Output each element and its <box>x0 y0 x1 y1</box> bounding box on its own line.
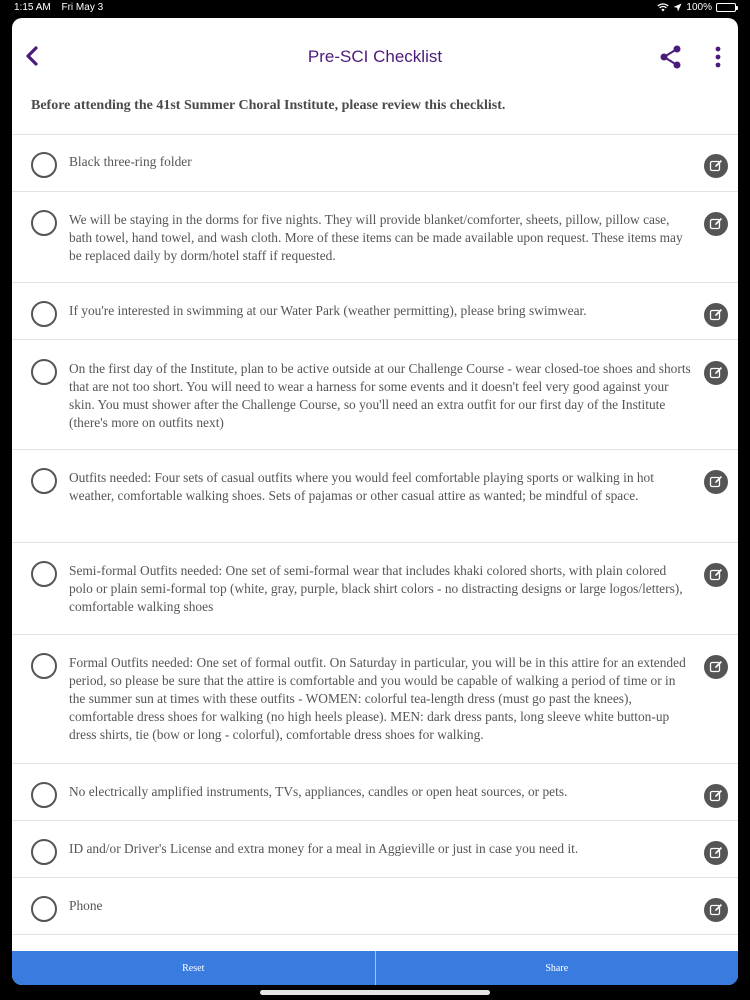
checklist-item-text: ID and/or Driver's License and extra money for a meal in Aggieville or just in case you need it. <box>69 841 579 856</box>
checklist-item-text: On the first day of the Institute, plan to be active outside at our Challenge Course - wear closed-toe shoes and shorts that are not too short. You will need to wear a harness for some events and it doesn't feel very good against your skin. You must shower after the Challenge Course, so you'll need an extra outfit for our first day of the Institute (there's more on outfits next) <box>69 361 691 430</box>
checklist-item <box>12 135 738 192</box>
checklist-item-text: Outfits needed: Four sets of casual outfits where you would feel comfortable playing sports or walking in hot weather, comfortable walking shoes. Sets of pajamas or other casual attire as wanted; be mindful of space. <box>69 470 654 503</box>
checklist-checkbox[interactable] <box>31 210 57 236</box>
checklist-item <box>12 635 738 764</box>
checklist-item-text: No electrically amplified instruments, TVs, appliances, candles or open heat sources, or pets. <box>69 784 568 799</box>
edit-item-button[interactable] <box>704 303 728 327</box>
edit-item-button[interactable] <box>704 361 728 385</box>
edit-item-button[interactable] <box>704 154 728 178</box>
checklist-item-text: Phone <box>69 898 103 913</box>
checklist-item <box>12 340 738 450</box>
edit-item-button[interactable] <box>704 563 728 587</box>
checklist-checkbox[interactable] <box>31 152 57 178</box>
edit-icon <box>709 475 723 489</box>
edit-icon <box>709 308 723 322</box>
battery-percent: 100% <box>686 2 712 13</box>
status-left <box>14 2 103 13</box>
edit-icon <box>709 366 723 380</box>
reset-button[interactable]: Reset <box>182 962 205 974</box>
checklist-item-text: Black three-ring folder <box>69 154 192 169</box>
checklist-checkbox[interactable] <box>31 782 57 808</box>
edit-item-button[interactable] <box>704 898 728 922</box>
edit-item-button[interactable] <box>704 655 728 679</box>
header <box>12 18 738 96</box>
status-date: Fri May 3 <box>61 2 104 13</box>
checklist-item <box>12 543 738 635</box>
checklist-item-text: If you're interested in swimming at our Water Park (weather permitting), please bring swimwear. <box>69 303 587 318</box>
home-indicator <box>260 990 490 995</box>
status-right <box>657 2 736 13</box>
edit-item-button[interactable] <box>704 212 728 236</box>
checklist-item <box>12 821 738 878</box>
checklist-item <box>12 450 738 543</box>
share-icon-button[interactable] <box>658 45 684 69</box>
checklist-checkbox[interactable] <box>31 896 57 922</box>
edit-icon <box>709 568 723 582</box>
checklist-item-text: Semi-formal Outfits needed: One set of semi-formal wear that includes khaki colored shorts, with plain colored polo or plain semi-formal top (white, gray, purple, black shirt colors - no distracting designs or large logos/letters), comfortable walking shoes <box>69 563 683 614</box>
edit-item-button[interactable] <box>704 784 728 808</box>
intro-text: Before attending the 41st Summer Choral Institute, please review this checklist. <box>31 98 506 113</box>
checklist-item-text: We will be staying in the dorms for five nights. They will provide blanket/comforter, sheets, pillow, pillow case, bath towel, hand towel, and wash cloth. More of these items can be made available upon request. These items may be replaced daily by dorm/hotel staff if requested. <box>69 212 683 263</box>
page-title: Pre-SCI Checklist <box>307 47 443 66</box>
edit-item-button[interactable] <box>704 470 728 494</box>
checklist-checkbox[interactable] <box>31 653 57 679</box>
more-vertical-icon <box>710 45 726 69</box>
edit-icon <box>709 903 723 917</box>
edit-icon <box>709 159 723 173</box>
checklist-checkbox[interactable] <box>31 359 57 385</box>
more-options-button[interactable] <box>710 45 726 69</box>
wifi-icon <box>657 3 669 12</box>
checklist-sheet <box>12 18 738 985</box>
battery-icon <box>716 3 736 12</box>
checklist-item <box>12 878 738 935</box>
checklist-item <box>12 283 738 340</box>
checklist-checkbox[interactable] <box>31 301 57 327</box>
location-icon <box>673 3 682 12</box>
edit-item-button[interactable] <box>704 841 728 865</box>
share-button[interactable]: Share <box>545 962 569 974</box>
bottom-bar <box>12 951 738 985</box>
checklist-item-text: Formal Outfits needed: One set of formal outfit. On Saturday in particular, you will be in this attire for an extended period, so please be sure that the attire is comfortable and you would be capable of walking a period of time or in the summer sun at times with these outfits - WOMEN: colorful tea-length dress (must go past the knees), comfortable dress shoes for walking (no high heels please). MEN: dark dress pants, long sleeve white button-up dress shirts, tie (bow or long - colorful), comfortable dress shoes for walking. <box>69 655 686 742</box>
checklist <box>12 134 738 935</box>
checklist-item <box>12 192 738 283</box>
edit-icon <box>709 789 723 803</box>
status-bar <box>0 0 750 16</box>
edit-icon <box>709 660 723 674</box>
edit-icon <box>709 217 723 231</box>
checklist-checkbox[interactable] <box>31 561 57 587</box>
share-icon <box>658 45 684 69</box>
status-time: 1:15 AM <box>14 2 51 13</box>
checklist-checkbox[interactable] <box>31 468 57 494</box>
checklist-item <box>12 764 738 821</box>
edit-icon <box>709 846 723 860</box>
checklist-checkbox[interactable] <box>31 839 57 865</box>
